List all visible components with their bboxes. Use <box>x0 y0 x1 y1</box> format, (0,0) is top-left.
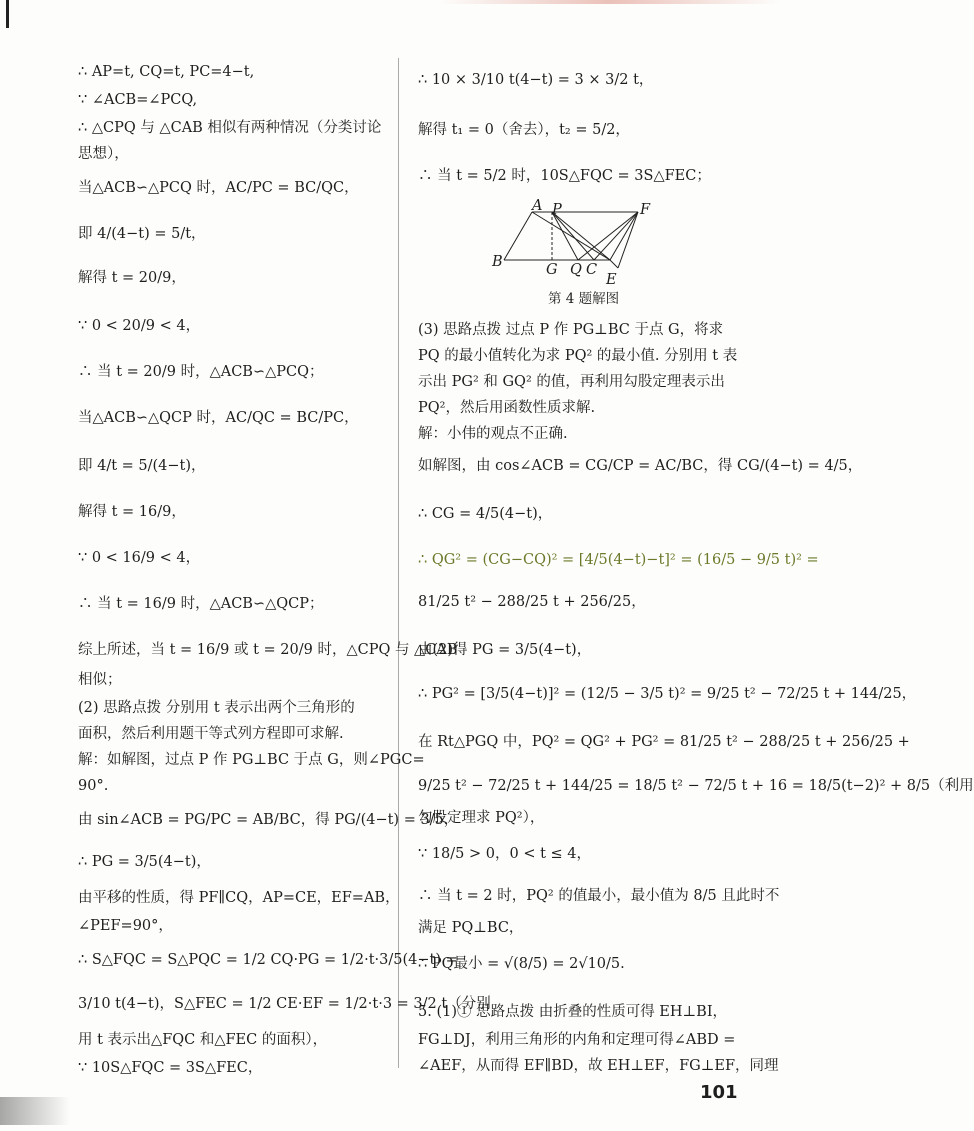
text-line: ∵ 0 < 20/9 < 4， <box>78 318 201 334</box>
point-label-q: Q <box>570 262 582 278</box>
text-line: ∴ PQ最小 = √(8/5) = 2√10/5. <box>418 956 625 972</box>
text-line: 由(2)得 PG = 3/5(4−t)， <box>418 642 592 658</box>
text-line: 示出 PG² 和 GQ² 的值，再利用勾股定理表示出 <box>418 374 725 390</box>
text-line: 即 4/(4−t) = 5/t， <box>78 226 206 242</box>
text-line: 解得 t = 16/9， <box>78 504 186 520</box>
point-label-g: G <box>546 262 558 278</box>
text-line: (3) 思路点拨 过点 P 作 PG⊥BC 于点 G，将求 <box>418 322 724 338</box>
point-label-e: E <box>606 272 617 288</box>
text-line: ∵ 0 < 16/9 < 4， <box>78 550 201 566</box>
column-divider <box>398 58 399 1068</box>
text-line: 即 4/t = 5/(4−t)， <box>78 458 206 474</box>
text-line: ∴ 当 t = 20/9 时，△ACB∽△PCQ； <box>78 364 324 380</box>
text-line: 如解图，由 cos∠ACB = CG/CP = AC/BC，得 CG/(4−t) = 4/5， <box>418 458 863 474</box>
page-edge-mark <box>6 0 9 28</box>
text-line: 满足 PQ⊥BC， <box>418 920 524 936</box>
text-line: ∴ 当 t = 2 时，PQ² 的值最小，最小值为 8/5 且此时不 <box>418 888 780 904</box>
text-line: 81/25 t² − 288/25 t + 256/25， <box>418 594 646 610</box>
text-line: 解：小伟的观点不正确. <box>418 426 568 442</box>
text-line: ∴ AP=t, CQ=t, PC=4−t, <box>78 64 255 80</box>
text-line: PQ²，然后用函数性质求解. <box>418 400 596 416</box>
point-label-f: F <box>640 202 651 218</box>
text-line: ∴ PG² = [3/5(4−t)]² = (12/5 − 3/5 t)² = 9/25 t² − 72/25 t + 144/25， <box>418 686 917 702</box>
text-line: ∴ △CPQ 与 △CAB 相似有两种情况（分类讨论 <box>78 120 382 136</box>
text-line: 由 sin∠ACB = PG/PC = AB/BC，得 PG/(4−t) = 3/5， <box>78 812 459 828</box>
text-line: 解得 t = 20/9， <box>78 270 186 286</box>
text-line: ∠PEF=90°， <box>78 918 173 934</box>
point-label-b: B <box>492 254 503 270</box>
text-line: 当△ACB∽△PCQ 时，AC/PC = BC/QC， <box>78 180 359 196</box>
text-line: 相似； <box>78 672 122 688</box>
text-line: 90°. <box>78 778 109 794</box>
point-label-c: C <box>586 262 598 278</box>
text-line: ∴ PG = 3/5(4−t)， <box>78 854 211 870</box>
text-line: ∴ 当 t = 16/9 时，△ACB∽△QCP； <box>78 596 324 612</box>
scan-shadow <box>0 1097 70 1125</box>
text-line: ∠AEF，从而得 EF∥BD，故 EH⊥EF，FG⊥EF，同理 <box>418 1058 779 1074</box>
text-line: PQ 的最小值转化为求 PQ² 的最小值. 分别用 t 表 <box>418 348 738 364</box>
text-line: FG⊥DJ，利用三角形的内角和定理可得∠ABD = <box>418 1032 736 1048</box>
text-line: 面积，然后利用题干等式列方程即可求解. <box>78 726 344 742</box>
text-line: (2) 思路点拨 分别用 t 表示出两个三角形的 <box>78 700 355 716</box>
text-line: 在 Rt△PGQ 中，PQ² = QG² + PG² = 81/25 t² − 288/25 t + 256/25 + <box>418 734 910 750</box>
text-line: 9/25 t² − 72/25 t + 144/25 = 18/5 t² − 72/5 t + 16 = 18/5(t−2)² + 8/5（利用 <box>418 778 974 794</box>
page-number: 101 <box>700 1082 738 1103</box>
text-line: 用 t 表示出△FQC 和△FEC 的面积）， <box>78 1032 328 1048</box>
figure-caption: 第 4 题解图 <box>548 291 620 307</box>
text-line: ∴ S△FQC = S△PQC = 1/2 CQ·PG = 1/2·t·3/5(4−t) = <box>78 952 458 968</box>
text-line: 5. (1)① 思路点拨 由折叠的性质可得 EH⊥BI， <box>418 1004 728 1020</box>
scan-smudge <box>440 0 780 4</box>
text-line: ∴ 10 × 3/10 t(4−t) = 3 × 3/2 t， <box>418 72 654 88</box>
text-line: 解得 t₁ = 0（舍去），t₂ = 5/2， <box>418 122 630 138</box>
text-line: 综上所述，当 t = 16/9 或 t = 20/9 时，△CPQ 与 △CAB <box>78 642 458 658</box>
text-line: ∴ 当 t = 5/2 时，10S△FQC = 3S△FEC； <box>418 168 711 184</box>
text-line: 思想）， <box>78 146 129 162</box>
text-line: ∵ ∠ACB=∠PCQ, <box>78 92 198 108</box>
text-line: ∵ 18/5 > 0，0 < t ≤ 4， <box>418 846 592 862</box>
point-label-a: A <box>532 198 543 214</box>
text-line: 当△ACB∽△QCP 时，AC/QC = BC/PC， <box>78 410 359 426</box>
text-line: ∴ CG = 4/5(4−t)， <box>418 506 553 522</box>
text-line: ∵ 10S△FQC = 3S△FEC， <box>78 1060 263 1076</box>
text-line: 勾股定理求 PQ²）， <box>418 810 545 826</box>
text-line: 由平移的性质，得 PF∥CQ，AP=CE，EF=AB， <box>78 890 400 906</box>
text-line: ∴ QG² = (CG−CQ)² = [4/5(4−t)−t]² = (16/5 − 9/5 t)² = <box>418 552 819 568</box>
text-line: 3/10 t(4−t)，S△FEC = 1/2 CE·EF = 1/2·t·3 = 3/2 t（分别 <box>78 996 491 1012</box>
point-label-p: P <box>552 202 562 218</box>
text-line: 解：如解图，过点 P 作 PG⊥BC 于点 G，则∠PGC= <box>78 752 425 768</box>
